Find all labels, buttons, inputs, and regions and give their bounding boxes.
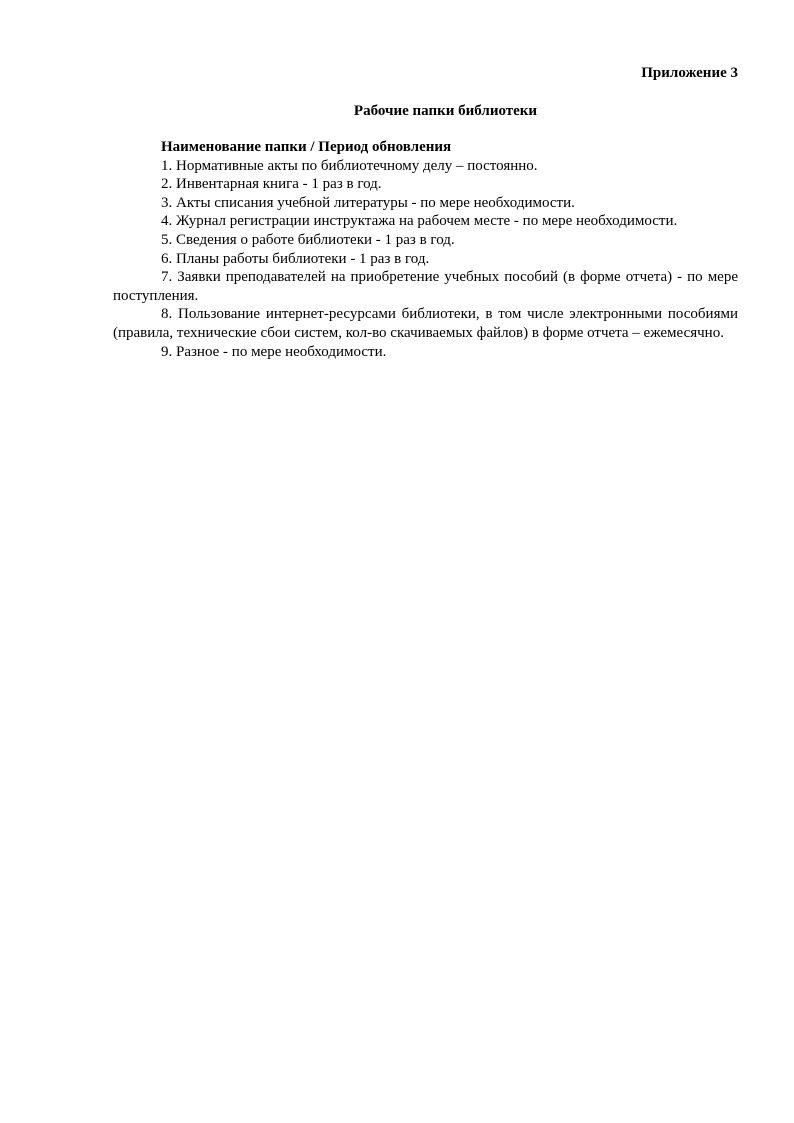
section-heading: Наименование папки / Период обновления	[161, 139, 452, 155]
list-item: 6. Планы работы библиотеки - 1 раз в год.	[161, 250, 430, 267]
list-item: 9. Разное - по мере необходимости.	[161, 343, 387, 360]
list-item: 8. Пользование интернет-ресурсами библиотеки, в том числе электронными пособиями (правила, технические сбои систем, кол-во скачиваемых файлов) в форме отчета – ежемесячно.	[113, 306, 738, 341]
list-item: 3. Акты списания учебной литературы - по мере необходимости.	[161, 194, 575, 211]
list-item: 7. Заявки преподавателей на приобретение учебных пособий (в форме отчета) - по мере поступления.	[113, 269, 738, 304]
folder-list	[113, 157, 738, 362]
list-item: 4. Журнал регистрации инструктажа на рабочем месте - по мере необходимости.	[161, 213, 678, 230]
list-item: 2. Инвентарная книга - 1 раз в год.	[161, 176, 382, 193]
document-content	[113, 64, 738, 361]
document-title: Рабочие папки библиотеки	[353, 103, 538, 119]
list-item: 5. Сведения о работе библиотеки - 1 раз в год.	[161, 231, 455, 248]
appendix-label: Приложение 3	[641, 65, 738, 81]
list-item: 1. Нормативные акты по библиотечному делу – постоянно.	[161, 157, 538, 174]
